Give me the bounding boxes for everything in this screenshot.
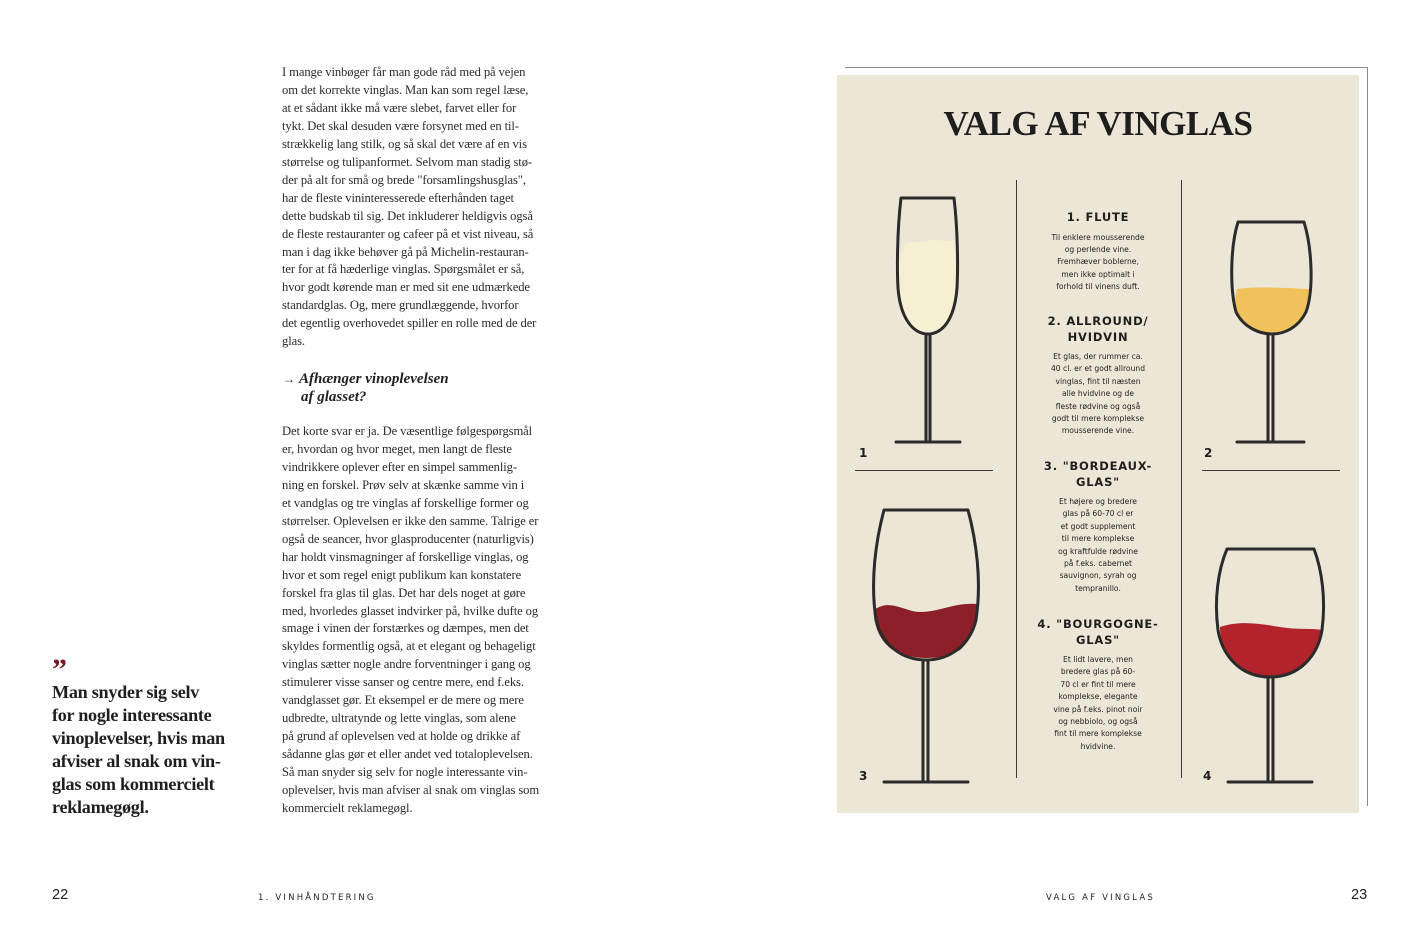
section-description-line: sauvignon, syrah og	[1059, 571, 1137, 581]
section-heading-line: 1. FLUTE	[1066, 210, 1130, 224]
section-heading	[1027, 210, 1169, 226]
body-line: hvor godt kørende man er med sit ene udmærkede	[282, 280, 530, 295]
section-description-line: Et lidt lavere, men	[1063, 655, 1133, 664]
allround-stem	[1268, 334, 1273, 440]
section-bourgogne	[1027, 617, 1169, 753]
bordeaux-stem	[923, 660, 928, 780]
body-line: I mange vinbøger får man gode råd med på vejen	[282, 65, 526, 79]
body-line: hvor et som regel enigt publikum kan konstatere	[282, 567, 522, 582]
section-description	[1027, 351, 1169, 438]
body-line: glas.	[282, 334, 305, 349]
page-number-left: 22	[52, 887, 69, 903]
bordeaux-wine	[874, 604, 978, 658]
section-description-line: og nebbiolo, og også	[1058, 717, 1138, 727]
section-heading	[1027, 314, 1169, 345]
section-heading-line: GLAS"	[1076, 632, 1120, 647]
section-bordeaux	[1027, 459, 1169, 595]
bourgogne-wine	[1220, 623, 1322, 676]
body-line: man i dag ikke behøver gå på Michelin-restauran-	[282, 244, 529, 259]
section-description-line: Fremhæver boblerne,	[1057, 257, 1139, 267]
body-line: størrelse og tulipanformet. Selvom man stadig stø-	[282, 154, 532, 169]
body-line: sådanne glas gør et eller andet ved totaloplevelsen.	[282, 747, 533, 762]
body-line: størrelser. Oplevelsen er ikke den samme. Talrige er	[282, 513, 539, 528]
section-description-line: glas på 60-70 cl er	[1062, 509, 1134, 519]
bourgogne-stem	[1268, 677, 1273, 780]
body-line: kommercielt reklamegøgl.	[282, 801, 413, 816]
pull-quote-line: Man snyder sig selv	[52, 682, 200, 702]
section-heading-line: 4. "BOURGOGNE-	[1037, 617, 1159, 631]
section-description-line: hvidvine.	[1080, 741, 1116, 751]
section-description-line: mousserende vine.	[1061, 426, 1135, 436]
section-description-line: vinglas, fint til næsten	[1055, 376, 1141, 386]
section-flute	[1027, 210, 1169, 294]
body-line: de fleste restauranter og cafeer på et vist niveau, så	[282, 226, 534, 241]
section-description-line: og perlende vine.	[1064, 244, 1132, 254]
section-description-line: men ikke optimalt i	[1061, 269, 1135, 279]
section-description	[1027, 654, 1169, 753]
subheading-line-2: af glasset?	[301, 388, 367, 405]
pull-quote-line: reklamegøgl.	[52, 797, 149, 817]
body-line: har holdt vinsmagninger af forskellige vinglas, og	[282, 549, 529, 564]
body-line: det egentlig overhovedet spiller en rolle med de der	[282, 316, 537, 331]
flute-glass-icon	[896, 198, 960, 442]
section-heading	[1027, 459, 1169, 490]
section-description-line: Til enklere mousserende	[1051, 232, 1145, 242]
glass-number-2: 2	[1204, 446, 1213, 460]
card-title: VALG AF VINGLAS	[943, 104, 1253, 143]
running-head-left: 1. VINHÅNDTERING	[258, 893, 376, 903]
body-line: om det korrekte vinglas. Man kan som regel læse,	[282, 82, 529, 97]
page-number-right: 23	[1351, 887, 1368, 903]
body-line: med, hvorledes glasset indvirker på, hvilke dufte og	[282, 603, 539, 618]
section-description-line: komplekse, elegante	[1058, 692, 1138, 702]
section-description	[1027, 232, 1169, 294]
body-line: skyldes formentlig også, at et elegant og behageligt	[282, 639, 536, 654]
section-allround	[1027, 314, 1169, 438]
section-description-line: fint til mere komplekse	[1054, 729, 1142, 739]
section-heading	[1027, 617, 1169, 648]
body-line: er, hvordan og hvor meget, men langt de fleste	[282, 441, 512, 456]
body-line: strækkelig lang stilk, og så skal det være af en vis	[282, 136, 527, 151]
section-description-line: Et glas, der rummer ca.	[1053, 352, 1143, 361]
section-description-line: godt til mere komplekse	[1051, 414, 1145, 424]
section-description-line: 40 cl. er et godt allround	[1050, 364, 1146, 374]
quote-mark-icon: ”	[52, 653, 67, 686]
body-line: at et sådant ikke må være slebet, farvet eller for	[282, 100, 517, 115]
section-description-line: alle hvidvine og de	[1061, 389, 1135, 399]
body-line: Så man snyder sig selv for nogle interessante vin-	[282, 765, 528, 780]
glass-number-4: 4	[1203, 769, 1212, 783]
section-description-line: fleste rødvine og også	[1055, 401, 1141, 411]
glass-number-3: 3	[859, 769, 868, 783]
allround-glass-icon	[1232, 222, 1311, 442]
section-heading-line: GLAS"	[1076, 474, 1120, 489]
glass-number-1: 1	[859, 446, 868, 460]
body-line: dette budskab til sig. Det inkluderer heldigvis også	[282, 208, 533, 223]
body-line: stimulerer visse sanser og centre mere, end f.eks.	[282, 675, 524, 690]
body-line: et vandglas og tre vinglas af forskellige former og	[282, 495, 529, 510]
section-description-line: 70 cl er fint til mere	[1060, 679, 1136, 689]
section-description-line: et godt supplement	[1060, 521, 1136, 531]
body-line: smage i vinen der forstærkes og dæmpes, men det	[282, 621, 529, 636]
section-description-line: på f.eks. cabernet	[1063, 559, 1133, 569]
body-line: på grund af oplevelsen ved at holde og drikke af	[282, 729, 521, 744]
body-line: vinglas sætter nogle andre forventninger i gang og	[282, 657, 531, 672]
body-line: standardglas. Og, mere grundlæggende, hvorfor	[282, 298, 519, 313]
section-description-line: forhold til vinens duft.	[1056, 282, 1140, 292]
section-heading-line: 3. "BORDEAUX-	[1043, 459, 1153, 473]
flute-stem	[926, 334, 930, 440]
section-heading-line: 2. ALLROUND/	[1047, 314, 1149, 328]
body-line: Det korte svar er ja. De væsentlige følgespørgsmål	[282, 424, 533, 438]
pull-quote-line: for nogle interessante	[52, 705, 212, 725]
section-description-line: tempranillo.	[1075, 583, 1121, 593]
section-heading-line: HVIDVIN	[1067, 329, 1129, 344]
body-line: vindrikkere oplever efter en simpel sammenlig-	[282, 459, 517, 474]
body-line: ning en forskel. Prøv selv at skænke samme vin i	[282, 477, 525, 492]
bordeaux-glass-icon	[874, 510, 979, 782]
pull-quote-line: afviser al snak om vin-	[52, 751, 221, 771]
body-line: oplevelser, hvis man afviser al snak om vinglas som	[282, 783, 540, 798]
section-description	[1027, 496, 1169, 595]
arrow-icon: →	[283, 372, 295, 386]
section-description-line: vine på f.eks. pinot noir	[1053, 704, 1143, 714]
pull-quote-line: glas som kommercielt	[52, 774, 215, 794]
body-line: der på alt for små og brede "forsamlingshusglas",	[282, 172, 526, 187]
subheading-line-1: Afhænger vinoplevelsen	[299, 371, 449, 387]
running-head-right: VALG AF VINGLAS	[1046, 893, 1155, 903]
body-line: tykt. Det skal desuden være forsynet med en til-	[282, 118, 519, 133]
pull-quote-line: vinoplevelser, hvis man	[52, 728, 225, 748]
body-line: udbredte, ultratynde og lette vinglas, som alene	[282, 711, 516, 726]
body-line: ter for at få hæderlige vinglas. Spørgsmålet er så,	[282, 262, 525, 277]
body-line: forskel fra glas til glas. Det har dels noget at gøre	[282, 585, 526, 600]
body-line: også de seancer, hvor glasproducenter (naturligvis)	[282, 531, 534, 546]
section-description-line: og kraftfulde rødvine	[1058, 546, 1138, 556]
section-description-line: bredere glas på 60-	[1060, 667, 1136, 677]
section-description-line: Et højere og bredere	[1059, 497, 1137, 506]
bourgogne-glass-icon	[1216, 549, 1323, 782]
body-line: har de fleste vininteresserede efterhånden taget	[282, 190, 514, 205]
body-line: vandglasset gør. Et eksempel er de mere og mere	[282, 693, 524, 708]
section-description-line: til mere komplekse	[1061, 534, 1135, 544]
